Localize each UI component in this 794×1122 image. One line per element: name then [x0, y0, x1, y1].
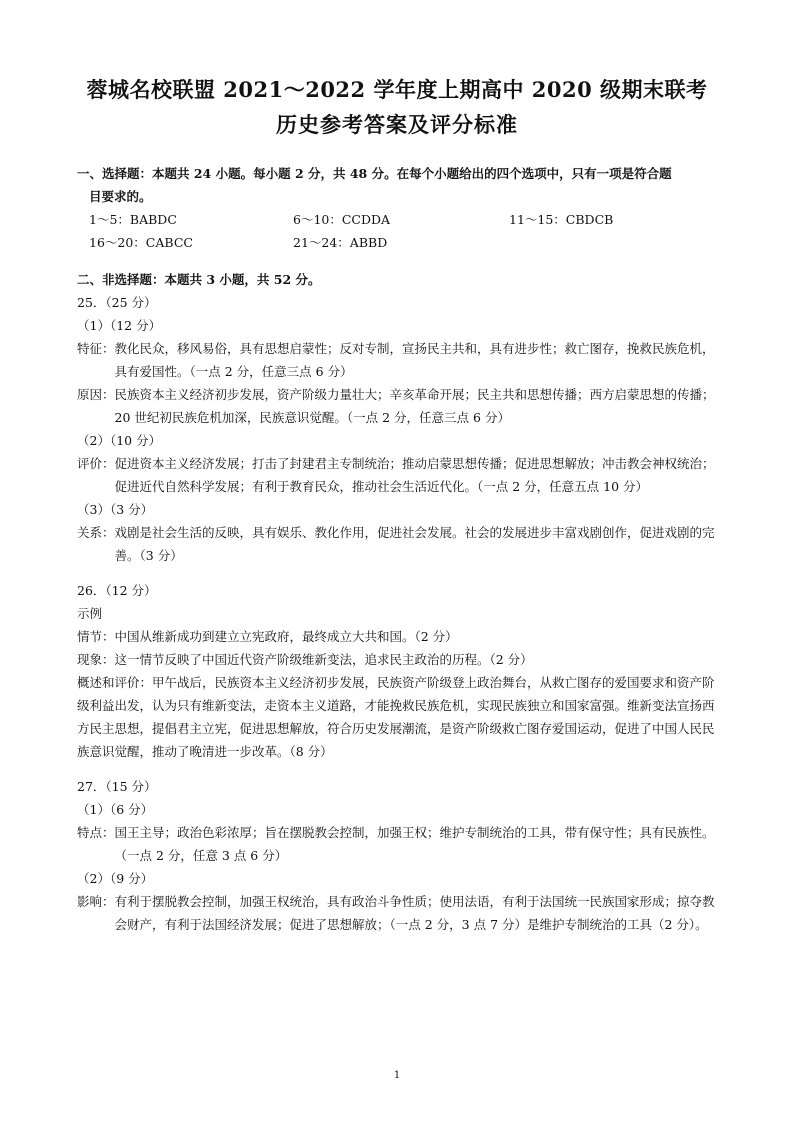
label: 影响：	[77, 894, 115, 909]
section2-heading: 二、非选择题：本题共 3 小题，共 52 分。	[77, 272, 321, 287]
answer-text: 戏剧是社会生活的反映，具有娱乐、教化作用，促进社会发展。社会的发展进步丰富戏剧创作，促进戏剧的完善。（3 分）	[114, 525, 715, 563]
page-number: 1	[393, 1070, 401, 1081]
q25-traits	[77, 337, 721, 383]
q26-plot: 情节：中国从维新成功到建立立宪政府，最终成立大共和国。（2 分）	[77, 629, 458, 644]
q26-title: 26．（12 分）	[77, 583, 157, 598]
q25-part1: （1）（12 分）	[77, 318, 162, 333]
q27-features	[77, 821, 721, 867]
answer-group: 21～24：ABBD	[293, 235, 388, 250]
answers-row-1	[77, 208, 721, 231]
document-subtitle: 历史参考答案及评分标准	[276, 112, 518, 137]
answer-text: 国王主导；政治色彩浓厚；旨在摆脱教会控制，加强王权；维护专制统治的工具，带有保守性；具有民族性。（一点 2 分，任意 3 点 6 分）	[114, 825, 715, 863]
label: 特征：	[77, 341, 115, 356]
q25-relation	[77, 521, 721, 567]
answer-text: 有利于摆脱教会控制，加强王权统治，具有政治斗争性质；使用法语，有利于法国统一民族国家形成；掠夺教会财产，有利于法国经济发展；促进了思想解放；（一点 2 分，3 点 7 分）是维护专制统治的工具（2 分）。	[114, 894, 715, 932]
label: 关系：	[77, 525, 115, 540]
answer-group: 1～5：BABDC	[89, 212, 177, 227]
spacer	[77, 254, 721, 268]
q25-part3: （3）（3 分）	[77, 502, 154, 517]
spacer	[77, 763, 721, 775]
answer-group: 16～20：CABCC	[89, 235, 193, 250]
q26-example: 示例	[77, 606, 103, 621]
q25-part2: （2）（10 分）	[77, 433, 162, 448]
answer-text: 民族资本主义经济初步发展，资产阶级力量壮大；辛亥革命开展；民主共和思想传播；西方启蒙思想的传播；20 世纪初民族危机加深，民族意识觉醒。（一点 2 分，任意三点 6 分）	[114, 387, 715, 425]
q27-part2: （2）（9 分）	[77, 871, 154, 886]
answer-text: 促进资本主义经济发展；打击了封建君主专制统治；推动启蒙思想传播；促进思想解放；冲击教会神权统治；促进近代自然科学发展；有利于教育民众，推动社会生活近代化。（一点 2 分，任意五点 10 分）	[114, 456, 715, 494]
label: 评价：	[77, 456, 115, 471]
answer-text: 教化民众，移风易俗，具有思想启蒙性；反对专制，宣扬民主共和，具有进步性；救亡图存，挽救民族危机，具有爱国性。（一点 2 分，任意三点 6 分）	[114, 341, 715, 379]
spacer	[77, 567, 721, 579]
section1-heading-cont: 目要求的。	[89, 189, 152, 204]
label: 原因：	[77, 387, 115, 402]
q25-evaluation	[77, 452, 721, 498]
q25-reasons	[77, 383, 721, 429]
answers-row-2	[77, 231, 721, 254]
q27-part1: （1）（6 分）	[77, 802, 154, 817]
document-body	[77, 162, 721, 936]
section1-heading: 一、选择题：本题共 24 小题。每小题 2 分，共 48 分。在每个小题给出的四个选项中，只有一项是符合题	[77, 166, 672, 181]
label: 特点：	[77, 825, 115, 840]
q27-title: 27．（15 分）	[77, 779, 157, 794]
q26-phenomenon: 现象：这一情节反映了中国近代资产阶级维新变法，追求民主政治的历程。（2 分）	[77, 652, 533, 667]
q27-impact	[77, 890, 721, 936]
answer-group: 11～15：CBDCB	[509, 212, 614, 227]
document-title: 蓉城名校联盟 2021～2022 学年度上期高中 2020 级期末联考	[86, 77, 708, 102]
answer-group: 6～10：CCDDA	[293, 212, 391, 227]
q26-summary: 概述和评价：甲午战后，民族资本主义经济初步发展，民族资产阶级登上政治舞台，从救亡图存的爱国要求和资产阶级利益出发，认为只有维新变法，走资本主义道路，才能挽救民族危机，实现民族独立和国家富强。维新变法宣扬西方民主思想，提倡君主立宪，促进思想解放，符合历史发展潮流，是资产阶级救亡图存爱国运动，促进了中国人民民族意识觉醒，推动了晚清进一步改革。（8 分）	[77, 675, 715, 759]
q25-title: 25．（25 分）	[77, 295, 157, 310]
